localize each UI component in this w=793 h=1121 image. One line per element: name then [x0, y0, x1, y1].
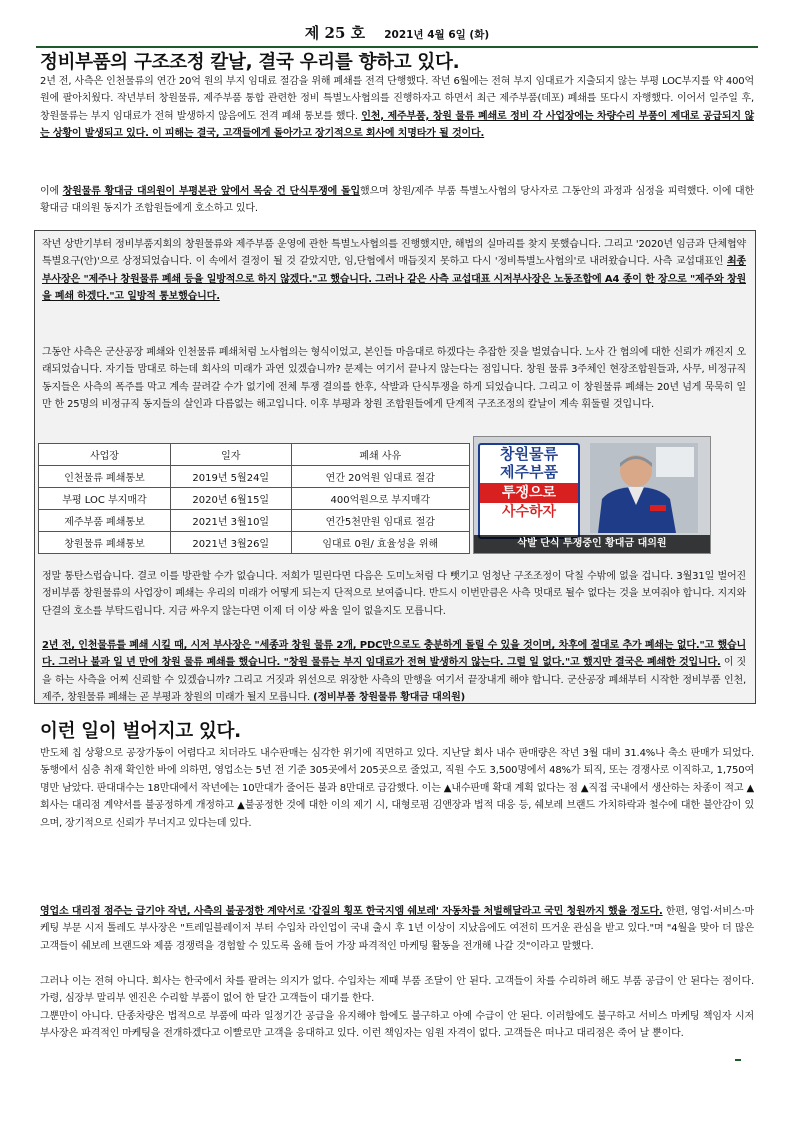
appeal-p4-text: 이 짓을 하는 사측을 어찌 신뢰할 수 있겠습니까? 그리고 거짓과 위선으로 위장한 사측의 만행을 여기서 끝장내게 해야 합니다. 군산공장 폐쇄부터 시작한 정비부품 인천, 제주, 창원물류 폐쇄는 곧 부평과 창원의 미래가 될지 모릅니다. [42, 657, 747, 704]
table-header-date: 일자 [170, 444, 291, 466]
table-cell: 제주부품 폐쇄통보 [39, 510, 171, 532]
table-cell: 임대료 0원/ 효율성을 위해 [291, 532, 469, 554]
table-cell: 인천물류 폐쇄통보 [39, 466, 171, 488]
article1-p2-text-a: 이에 [40, 186, 63, 197]
appeal-paragraph3: 정말 통탄스럽습니다. 결코 이를 방관할 수가 없습니다. 저희가 밀린다면 다음은 도미노처럼 다 뺏기고 엄청난 구조조정이 닥칠 수밖에 없을 겁니다. 3월31일 벌어진 정비부품 창원물류의 사업장이 폐쇄는 우리의 미래가 어떻게 되는지 단적으로 보여줍니다. 반드시 이번만큼은 사측 멋대로 될수 없다는 것을 보여줘야 합니다. 지지와 단결의 호소를 부탁드립니다. 지금 싸우지 않는다면 이제 더 이상 싸울 일이 없을지도 모릅니다. [42, 571, 746, 617]
table-cell: 2021년 3월26일 [170, 532, 291, 554]
table-header-workplace: 사업장 [39, 444, 171, 466]
table-cell: 부평 LOC 부지매각 [39, 488, 171, 510]
table-cell: 2020년 6월15일 [170, 488, 291, 510]
table-cell: 창원물류 폐쇄통보 [39, 532, 171, 554]
table-cell: 연간5천만원 임대료 절감 [291, 510, 469, 532]
appeal-paragraph2: 그동안 사측은 군산공장 폐쇄와 인천물류 폐쇄처럼 노사협의는 형식이었고, 본인들 마음대로 하겠다는 추잡한 짓을 벌였습니다. 노사 간 협의에 대한 신뢰가 깨진지 오래되었습니다. 자기들 맘대로 하는데 회사의 미래가 과연 있겠습니까? 문제는 여기서 끝나지 않는다는 점입니다. 창원 물류 3주체인 현장조합원들과, 사무, 비정규직 동지들은 사측의 폭주를 막고 계속 끌려갈 수가 없기에 전체 투쟁 결의를 한후, 삭발과 단식투쟁을 하게 되었습니다. 그리고 이 창원물류 폐쇄는 20년 넘게 묵묵히 일만 한 25명의 비정규직 동지들의 살인과 다름없는 해고입니다. 이후 부평과 창원 조합원들에게 단계적 구조조정의 칼날이 계속 휘둘릴 것입니다. [42, 347, 746, 411]
article1-p1-emphasis: 인천, 제주부품, 창원 물류 폐쇄로 정비 각 사업장에는 차량수리 부품이 제대로 공급되지 않는 상황이 발생되고 있다. 이 피해는 결국, 고객들에게 돌아가고 장기적으로 회사에 치명타가 될 것이다. [40, 110, 754, 140]
headline-article2: 이런 일이 벌어지고 있다. [40, 721, 241, 742]
banner-line: 창원물류 [500, 445, 558, 463]
table-cell: 2019년 5월24일 [170, 466, 291, 488]
table-header-reason: 폐쇄 사유 [291, 444, 469, 466]
hunger-strike-photo [473, 436, 711, 554]
article1-p2-text-b: 했으며 창원/제주 부품 특별노사협의 당사자로 그동안의 과정과 심정을 피력했다. 이에 대한 황대금 대의원 동지가 조합원들에게 호소하고 있다. [40, 186, 754, 215]
appeal-box [34, 230, 756, 704]
appeal-p1-emphasis: 최종 부사장은 "제주나 창원물류 폐쇄 등을 일방적으로 하지 않겠다."고 했습니다. 그러나 같은 사측 교섭대표 시저부사장은 노동조합에 A4 종이 한 장으로 "제주와 창원을 폐쇄 하겠다."고 일방적 통보했습니다. [42, 256, 746, 303]
article1-p1-text: 2년 전, 사측은 인천물류의 연간 20억 원의 부지 임대료 절감을 위해 폐쇄를 전격 단행했다. 작년 6월에는 전혀 부지 임대료가 지출되지 않는 부평 LOC부지를 약 400억 원에 팔아치웠다. 작년부터 창원물류, 제주부품 통합 관련한 정비 특별노사협의를 진행하자고 하면서 최근 제주부품(데포) 폐쇄를 또다시 자행했다. 이어서 일주일 후, 창원물류는 부지 임대료가 전혀 발생하지 않음에도 전격 폐쇄 통보를 했다. [40, 76, 754, 122]
table-row [39, 488, 470, 510]
issue-date: 2021년 4월 6일 (화) [384, 29, 490, 41]
table-cell: 2021년 3월10일 [170, 510, 291, 532]
article2-p2-text: 한편, 영업·서비스·마케팅 부문 시저 톨레도 부사장은 "트레일블레이저 부터 수입차 라인업이 국내 출시 후 1년 이상이 지났음에도 여전히 뜨거운 관심을 받고 있다."며 "4월을 맞아 더 많은 고객들이 쉐보레 브랜드와 제품 경쟁력을 경험할 수 있도록 올해 들어 가장 파격적인 마케팅 활동을 전개해 나갈 것"이라고 말했다. [40, 906, 754, 952]
protest-banner [478, 443, 580, 539]
page-end-mark [735, 1059, 741, 1061]
table-row [39, 532, 470, 554]
person-illustration [590, 443, 698, 533]
table-row [39, 510, 470, 532]
article1-paragraph2 [40, 183, 754, 218]
appeal-p4-emphasis: 2년 전, 인천물류를 폐쇄 시킬 때, 시저 부사장은 "세종과 창원 물류 2개, PDC만으로도 충분하게 돌릴 수 있을 것이며, 차후에 절대로 추가 폐쇄는 없다."고 했습니다. 그러나 불과 일 년 만에 창원 물류 폐쇄를 했습니다. "창원 물류는 부지 임대료가 전혀 발생하지 않는다. 그럴 일 없다."고 했지만 결국은 폐쇄한 것입니다. [42, 640, 746, 669]
article1-p2-emphasis: 창원물류 황대금 대의원이 부평본관 앞에서 목숨 건 단식투쟁에 돌입 [62, 186, 361, 197]
appeal-p1-text: 작년 상반기부터 정비부품지회의 창원물류와 제주부품 운영에 관한 특별노사협의를 진행했지만, 해법의 실마리를 찾지 못했습니다. 그리고 '2020년 임금과 단체협약 특별요구(안)'으로 상정되었습니다. 이 속에서 결정이 될 것 같았지만, 임,단협에서 매듭짓지 못하고 다시 '정비특별노사협의'로 내려왔습니다. 사측 교섭대표인 [42, 239, 746, 268]
appeal-signature: (정비부품 창원물류 황대금 대의원) [313, 692, 466, 704]
table-row [39, 466, 470, 488]
table-header-row [39, 444, 470, 466]
issue-number: 제 25 호 [304, 24, 366, 42]
appeal-paragraph4 [42, 637, 746, 707]
article2-paragraph4: 그뿐만이 아니다. 단종차량은 법적으로 부품에 따라 일정기간 공급을 유지해야 함에도 불구하고 아예 수급이 안 된다. 이러함에도 불구하고 서비스 마케팅 책임자 시저 부사장은 파격적인 마케팅을 전개하겠다고 이빨로만 고객을 응대하고 있다. 이런 책임자는 임원 자격이 없다. 고객들은 떠나고 대리점은 죽어 날 뿐이다. [40, 1011, 754, 1040]
article2-paragraph3: 그러나 이는 전혀 아니다. 회사는 한국에서 차를 팔려는 의지가 없다. 수입차는 제때 부품 조달이 안 된다. 고객들이 차를 수리하려 해도 부품 공급이 안 된다는 점이다. 가령, 심장부 말리부 엔진은 수리할 부품이 없어 한 달간 고객들이 대기를 한다. [40, 976, 754, 1005]
headline-article1: 정비부품의 구조조정 칼날, 결국 우리를 향하고 있다. [40, 52, 460, 73]
photo-caption: 삭발 단식 투쟁중인 황대금 대의원 [474, 535, 710, 553]
table-cell: 연간 20억원 임대료 절감 [291, 466, 469, 488]
appeal-paragraph1 [42, 236, 746, 306]
banner-line: 투쟁으로 [480, 483, 578, 503]
article2-paragraph2 [40, 903, 754, 955]
banner-line: 사수하자 [501, 504, 557, 520]
article1-paragraph1 [40, 73, 754, 143]
banner-line: 제주부품 [500, 463, 558, 481]
closure-table [38, 443, 470, 554]
table-cell: 400억원으로 부지매각 [291, 488, 469, 510]
issue-header [36, 22, 758, 48]
article2-p2-emphasis: 영업소 대리점 점주는 급기야 작년, 사측의 불공정한 계약서로 '갑질의 횡포 한국지엠 쉐보레' 자동차를 처벌해달라고 국민 청원까지 했을 정도다. [40, 906, 663, 917]
article2-paragraph1: 반도체 칩 상황으로 공장가동이 어렵다고 치더라도 내수판매는 심각한 위기에 직면하고 있다. 지난달 회사 내수 판매량은 작년 3월 대비 31.4%나 축소 판매가 되었다. 동행에서 심층 취재 확인한 바에 의하면, 영업소는 5년 전 기준 305곳에서 205곳으로 줄었고, 직원 수도 3,500명에서 48%가 퇴직, 또는 경쟁사로 이직하고, 1,750여명만 남았다. 판대대수는 18만대에서 작년에는 10만대가 줄어든 불과 8만대로 급감했다. 이는 ▲내수판매 확대 계획 없다는 점 ▲직접 국내에서 생산하는 차종이 적고 ▲회사는 대리점 계약서를 불공정하게 개정하고 ▲불공정한 것에 대한 이의 제기 시, 대형로펌 김앤장과 법적 대응 등, 쉐보레 브랜드 가치하락과 철수에 대한 불안감이 있으며, 장기적으로 신뢰가 무너지고 있다는데 있다. [40, 748, 754, 829]
